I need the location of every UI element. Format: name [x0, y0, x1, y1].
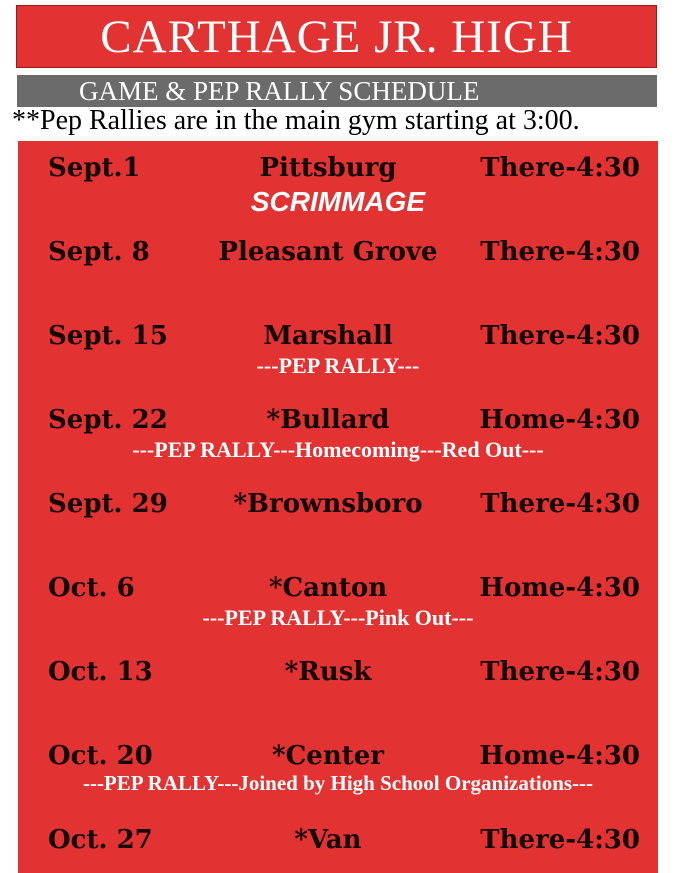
schedule-row — [18, 652, 658, 692]
game-date: Oct. 6 — [48, 573, 135, 603]
game-opponent: Marshall — [263, 321, 393, 351]
game-opponent: *Center — [272, 741, 384, 771]
title-banner — [16, 5, 657, 68]
game-location-time: There-4:30 — [480, 237, 640, 267]
schedule-panel — [18, 141, 658, 873]
pep-rally-label: ---PEP RALLY--- — [256, 353, 420, 378]
game-opponent: Pittsburg — [259, 153, 397, 183]
page-title: CARTHAGE JR. HIGH — [100, 10, 573, 63]
game-date: Sept. 8 — [48, 237, 150, 267]
schedule-row — [18, 232, 658, 272]
game-date: Sept. 22 — [48, 405, 168, 435]
schedule-row — [18, 484, 658, 524]
game-opponent: Pleasant Grove — [218, 237, 438, 267]
game-location-time: There-4:30 — [480, 321, 640, 351]
game-location-time: Home-4:30 — [479, 573, 640, 603]
game-date: Sept. 15 — [48, 321, 168, 351]
game-opponent: *Van — [294, 825, 362, 855]
pep-rally-label: ---PEP RALLY---Joined by High School Organizations--- — [82, 771, 594, 795]
game-location-time: Home-4:30 — [479, 741, 640, 771]
schedule-row — [18, 820, 658, 860]
game-opponent: *Bullard — [266, 405, 390, 435]
subtitle-banner — [17, 75, 657, 107]
schedule-row — [18, 736, 658, 776]
game-location-time: There-4:30 — [480, 153, 640, 183]
scrimmage-label: SCRIMMAGE — [250, 186, 426, 217]
pep-rally-label: ---PEP RALLY---Homecoming---Red Out--- — [132, 437, 544, 462]
game-date: Sept. 29 — [48, 489, 168, 519]
game-location-time: There-4:30 — [480, 657, 640, 687]
schedule-row — [18, 400, 658, 440]
pep-rally-label: ---PEP RALLY---Pink Out--- — [202, 605, 474, 630]
game-date: Oct. 20 — [48, 741, 153, 771]
game-date: Oct. 13 — [48, 657, 153, 687]
game-location-time: There-4:30 — [480, 825, 640, 855]
game-opponent: *Canton — [268, 573, 388, 603]
game-location-time: Home-4:30 — [479, 405, 640, 435]
schedule-row — [18, 316, 658, 356]
page-subtitle: GAME & PEP RALLY SCHEDULE — [79, 75, 480, 106]
game-location-time: There-4:30 — [480, 489, 640, 519]
game-opponent: *Rusk — [284, 657, 372, 687]
schedule-row — [18, 148, 658, 188]
game-date: Oct. 27 — [48, 825, 153, 855]
game-date: Sept.1 — [48, 153, 141, 183]
schedule-row — [18, 568, 658, 608]
game-opponent: *Brownsboro — [233, 489, 423, 519]
pep-rally-note: **Pep Rallies are in the main gym starting at 3:00. — [12, 105, 580, 136]
